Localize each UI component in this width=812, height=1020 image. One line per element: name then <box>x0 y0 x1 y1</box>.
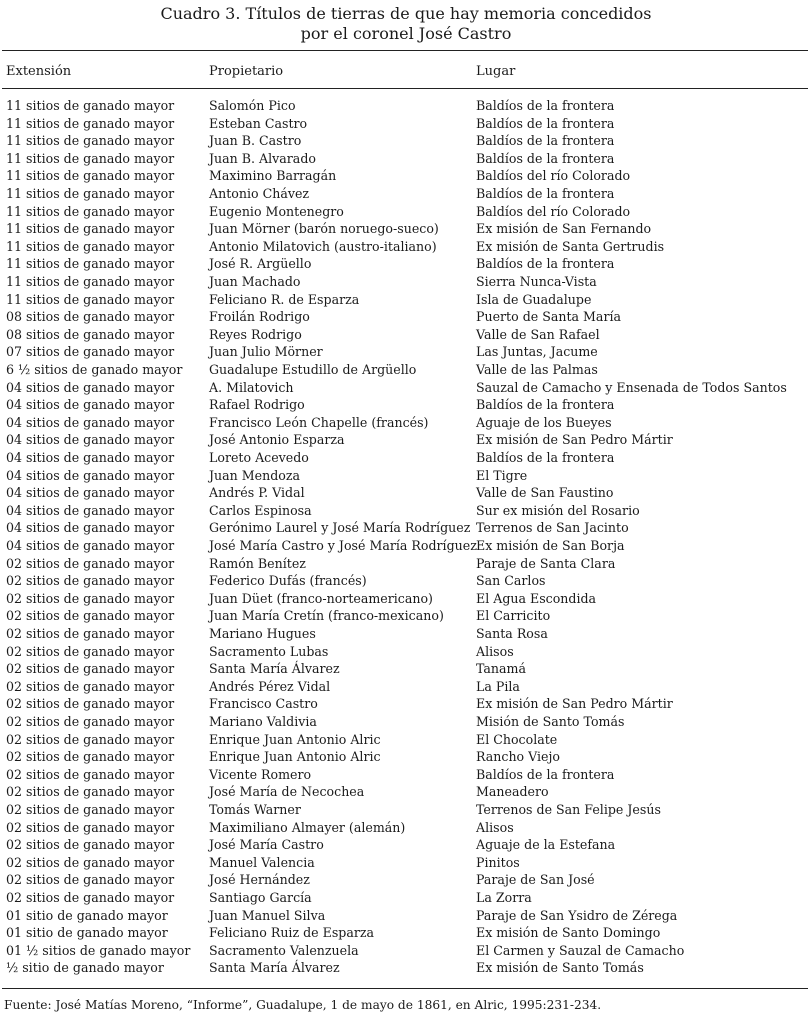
cell-extension: 11 sitios de ganado mayor <box>6 274 175 289</box>
cell-extension: 11 sitios de ganado mayor <box>6 133 175 149</box>
cell-owner: Loreto Acevedo <box>209 450 309 465</box>
cell-place: Ex misión de San Fernando <box>476 221 652 237</box>
cell-owner: Sacramento Valenzuela <box>209 942 359 958</box>
cell-place: Valle de San Rafael <box>476 326 600 342</box>
cell-place: El Tigre <box>476 467 528 483</box>
cell-place: Terrenos de San Felipe Jesús <box>476 802 661 817</box>
cell-extension: 02 sitios de ganado mayor <box>6 837 175 853</box>
cell-place: Paraje de San José <box>476 872 595 888</box>
cell-owner: José María Castro <box>209 837 324 853</box>
cell-place: Baldíos de la frontera <box>476 450 615 465</box>
cell-extension: 04 sitios de ganado mayor <box>6 432 175 448</box>
cell-place: El Chocolate <box>476 731 558 747</box>
cell-extension: 6 ½ sitios de ganado mayor <box>6 362 183 377</box>
cell-extension: 04 sitios de ganado mayor <box>6 379 175 395</box>
cell-place: Ex misión de San Borja <box>476 538 625 553</box>
cell-extension: 02 sitios de ganado mayor <box>6 872 175 888</box>
cell-extension: 01 ½ sitios de ganado mayor <box>6 942 191 958</box>
cell-owner: Antonio Milatovich (austro-italiano) <box>209 238 437 254</box>
cell-owner: Enrique Juan Antonio Alric <box>209 731 381 747</box>
cell-place: Baldíos de la frontera <box>476 133 615 149</box>
cell-place: Puerto de Santa María <box>476 309 622 325</box>
source-footnote: Fuente: José Matías Moreno, “Informe”, Guadalupe, 1 de mayo de 1861, en Alric, 1995:231-234. <box>4 998 602 1012</box>
cell-owner: Maximiliano Almayer (alemán) <box>209 819 406 835</box>
cell-owner: Juan Mörner (barón noruego-sueco) <box>209 221 439 237</box>
cell-owner: Antonio Chávez <box>209 186 310 201</box>
cell-owner: Federico Dufás (francés) <box>209 573 367 589</box>
cell-place: Santa Rosa <box>476 626 548 641</box>
cell-owner: Ramón Benítez <box>209 555 306 571</box>
cell-extension: 02 sitios de ganado mayor <box>6 590 175 606</box>
cell-place: Ex misión de Santa Gertrudis <box>476 238 665 254</box>
cell-place: La Pila <box>476 678 520 694</box>
cell-extension: 01 sitio de ganado mayor <box>6 925 168 941</box>
cell-owner: Juan Düet (franco-norteamericano) <box>209 590 433 606</box>
cell-extension: 02 sitios de ganado mayor <box>6 696 175 712</box>
cell-extension: 11 sitios de ganado mayor <box>6 291 175 307</box>
cell-owner: Salomón Pico <box>209 98 296 113</box>
cell-extension: 04 sitios de ganado mayor <box>6 414 175 430</box>
cell-owner: Santa María Álvarez <box>209 661 340 677</box>
cell-place: Baldíos del río Colorado <box>476 168 631 184</box>
cell-extension: 11 sitios de ganado mayor <box>6 238 175 254</box>
cell-extension: 04 sitios de ganado mayor <box>6 467 175 483</box>
cell-owner: Juan Mendoza <box>209 467 301 483</box>
cell-owner: José R. Argüello <box>209 256 312 272</box>
cell-owner: Sacramento Lubas <box>209 643 329 659</box>
cell-place: Baldíos de la frontera <box>476 150 615 166</box>
cell-place: El Carricito <box>476 608 551 624</box>
cell-place: Aguaje de los Bueyes <box>476 414 612 430</box>
cell-place: El Carmen y Sauzal de Camacho <box>476 942 685 958</box>
cell-owner: José Antonio Esparza <box>209 432 345 448</box>
header-rule <box>2 88 808 89</box>
cell-place: Ex misión de San Pedro Mártir <box>476 696 673 712</box>
cell-place: Pinitos <box>476 854 520 870</box>
cell-extension: 04 sitios de ganado mayor <box>6 520 175 536</box>
cell-owner: Andrés Pérez Vidal <box>209 678 331 694</box>
cell-place: Alisos <box>476 819 514 835</box>
cell-extension: 02 sitios de ganado mayor <box>6 714 175 729</box>
cell-place: Alisos <box>476 643 514 659</box>
cell-owner: Francisco León Chapelle (francés) <box>209 414 429 430</box>
cell-owner: Mariano Valdivia <box>209 714 317 729</box>
cell-extension: 02 sitios de ganado mayor <box>6 784 175 800</box>
cell-extension: 11 sitios de ganado mayor <box>6 256 175 272</box>
cell-place: Ex misión de San Pedro Mártir <box>476 432 673 448</box>
cell-place: San Carlos <box>476 573 546 589</box>
cell-owner: Gerónimo Laurel y José María Rodríguez <box>209 520 471 536</box>
cell-place: Baldíos de la frontera <box>476 397 615 413</box>
cell-owner: José Hernández <box>209 872 310 888</box>
cell-owner: Vicente Romero <box>209 766 312 782</box>
cell-extension: 01 sitio de ganado mayor <box>6 907 168 923</box>
cell-owner: Francisco Castro <box>209 696 318 712</box>
cell-place: Baldíos de la frontera <box>476 115 615 131</box>
cell-place: Baldíos del río Colorado <box>476 203 631 219</box>
cell-place: Isla de Guadalupe <box>476 291 592 307</box>
cell-owner: Reyes Rodrigo <box>209 326 302 342</box>
cell-place: Baldíos de la frontera <box>476 186 615 201</box>
cell-extension: 11 sitios de ganado mayor <box>6 203 175 219</box>
cell-place: Valle de las Palmas <box>476 362 598 377</box>
cell-place: Ex misión de Santo Domingo <box>476 925 661 941</box>
cell-extension: 08 sitios de ganado mayor <box>6 309 175 325</box>
header-owner: Propietario <box>209 64 284 79</box>
cell-extension: 02 sitios de ganado mayor <box>6 854 175 870</box>
cell-place: Paraje de San Ysidro de Zérega <box>476 907 678 923</box>
cell-owner: Eugenio Montenegro <box>209 203 344 219</box>
header-extension: Extensión <box>6 64 72 79</box>
cell-extension: 02 sitios de ganado mayor <box>6 890 175 905</box>
cell-owner: Feliciano Ruiz de Esparza <box>209 925 375 941</box>
cell-owner: Juan Julio Mörner <box>209 344 323 360</box>
cell-extension: 02 sitios de ganado mayor <box>6 731 175 747</box>
cell-extension: 07 sitios de ganado mayor <box>6 344 175 360</box>
cell-extension: 11 sitios de ganado mayor <box>6 168 175 184</box>
cell-owner: Froilán Rodrigo <box>209 309 310 325</box>
cell-place: Baldíos de la frontera <box>476 766 615 782</box>
cell-owner: Santa María Álvarez <box>209 960 340 976</box>
cell-extension: 11 sitios de ganado mayor <box>6 98 175 113</box>
cell-owner: José María Castro y José María Rodríguez <box>209 538 477 553</box>
cell-extension: 02 sitios de ganado mayor <box>6 626 175 641</box>
cell-place: Sierra Nunca-Vista <box>476 274 597 289</box>
cell-extension: 04 sitios de ganado mayor <box>6 485 175 501</box>
cell-extension: 02 sitios de ganado mayor <box>6 555 175 571</box>
table-title-line-1: Cuadro 3. Títulos de tierras de que hay memoria concedidos <box>160 4 652 23</box>
cell-extension: 02 sitios de ganado mayor <box>6 608 175 624</box>
cell-extension: 02 sitios de ganado mayor <box>6 766 175 782</box>
cell-extension: 11 sitios de ganado mayor <box>6 115 175 131</box>
cell-extension: 02 sitios de ganado mayor <box>6 661 175 677</box>
cell-place: Rancho Viejo <box>476 749 560 765</box>
cell-extension: 04 sitios de ganado mayor <box>6 538 175 553</box>
cell-place: Valle de San Faustino <box>476 485 614 501</box>
cell-place: Tanamá <box>476 661 526 677</box>
cell-place: Ex misión de Santo Tomás <box>476 960 644 976</box>
cell-extension: 02 sitios de ganado mayor <box>6 643 175 659</box>
cell-extension: 02 sitios de ganado mayor <box>6 749 175 765</box>
cell-place: Baldíos de la frontera <box>476 256 615 272</box>
cell-place: Terrenos de San Jacinto <box>476 520 629 536</box>
table-title-line-2: por el coronel José Castro <box>300 24 512 43</box>
cell-extension: 04 sitios de ganado mayor <box>6 450 175 465</box>
cell-extension: ½ sitio de ganado mayor <box>6 960 164 976</box>
cell-place: Las Juntas, Jacume <box>476 344 598 360</box>
bottom-rule <box>2 988 808 989</box>
cell-owner: Guadalupe Estudillo de Argüello <box>209 362 417 377</box>
cell-place: El Agua Escondida <box>476 590 597 606</box>
cell-place: La Zorra <box>476 890 532 905</box>
header-place: Lugar <box>476 64 516 79</box>
cell-owner: Santiago García <box>209 890 312 905</box>
cell-owner: Enrique Juan Antonio Alric <box>209 749 381 765</box>
cell-place: Paraje de Santa Clara <box>476 555 616 571</box>
cell-extension: 02 sitios de ganado mayor <box>6 802 175 817</box>
cell-owner: Andrés P. Vidal <box>209 485 305 501</box>
cell-owner: Juan Machado <box>209 274 301 289</box>
cell-place: Aguaje de la Estefana <box>476 837 616 853</box>
cell-place: Maneadero <box>476 784 549 800</box>
cell-extension: 04 sitios de ganado mayor <box>6 502 175 518</box>
cell-owner: Mariano Hugues <box>209 626 316 641</box>
cell-extension: 02 sitios de ganado mayor <box>6 678 175 694</box>
cell-owner: Manuel Valencia <box>209 854 315 870</box>
cell-extension: 11 sitios de ganado mayor <box>6 186 175 201</box>
cell-owner: Juan María Cretín (franco-mexicano) <box>209 608 444 624</box>
cell-owner: A. Milatovich <box>209 379 294 395</box>
cell-owner: Rafael Rodrigo <box>209 397 305 413</box>
table-title <box>0 4 812 44</box>
cell-place: Baldíos de la frontera <box>476 98 615 113</box>
cell-extension: 02 sitios de ganado mayor <box>6 819 175 835</box>
cell-owner: Carlos Espinosa <box>209 502 312 518</box>
cell-owner: Tomás Warner <box>209 802 301 817</box>
cell-extension: 04 sitios de ganado mayor <box>6 397 175 413</box>
cell-owner: Juan B. Castro <box>209 133 302 149</box>
cell-owner: Feliciano R. de Esparza <box>209 291 360 307</box>
cell-place: Misión de Santo Tomás <box>476 714 625 729</box>
cell-extension: 08 sitios de ganado mayor <box>6 326 175 342</box>
cell-place: Sauzal de Camacho y Ensenada de Todos Santos <box>476 379 787 395</box>
cell-owner: Maximino Barragán <box>209 168 337 184</box>
cell-extension: 11 sitios de ganado mayor <box>6 221 175 237</box>
cell-place: Sur ex misión del Rosario <box>476 502 640 518</box>
cell-owner: Juan Manuel Silva <box>209 907 326 923</box>
top-rule <box>2 50 808 51</box>
cell-owner: Juan B. Alvarado <box>209 150 316 166</box>
cell-owner: Esteban Castro <box>209 115 308 131</box>
cell-extension: 11 sitios de ganado mayor <box>6 150 175 166</box>
cell-owner: José María de Necochea <box>209 784 365 800</box>
cell-extension: 02 sitios de ganado mayor <box>6 573 175 589</box>
